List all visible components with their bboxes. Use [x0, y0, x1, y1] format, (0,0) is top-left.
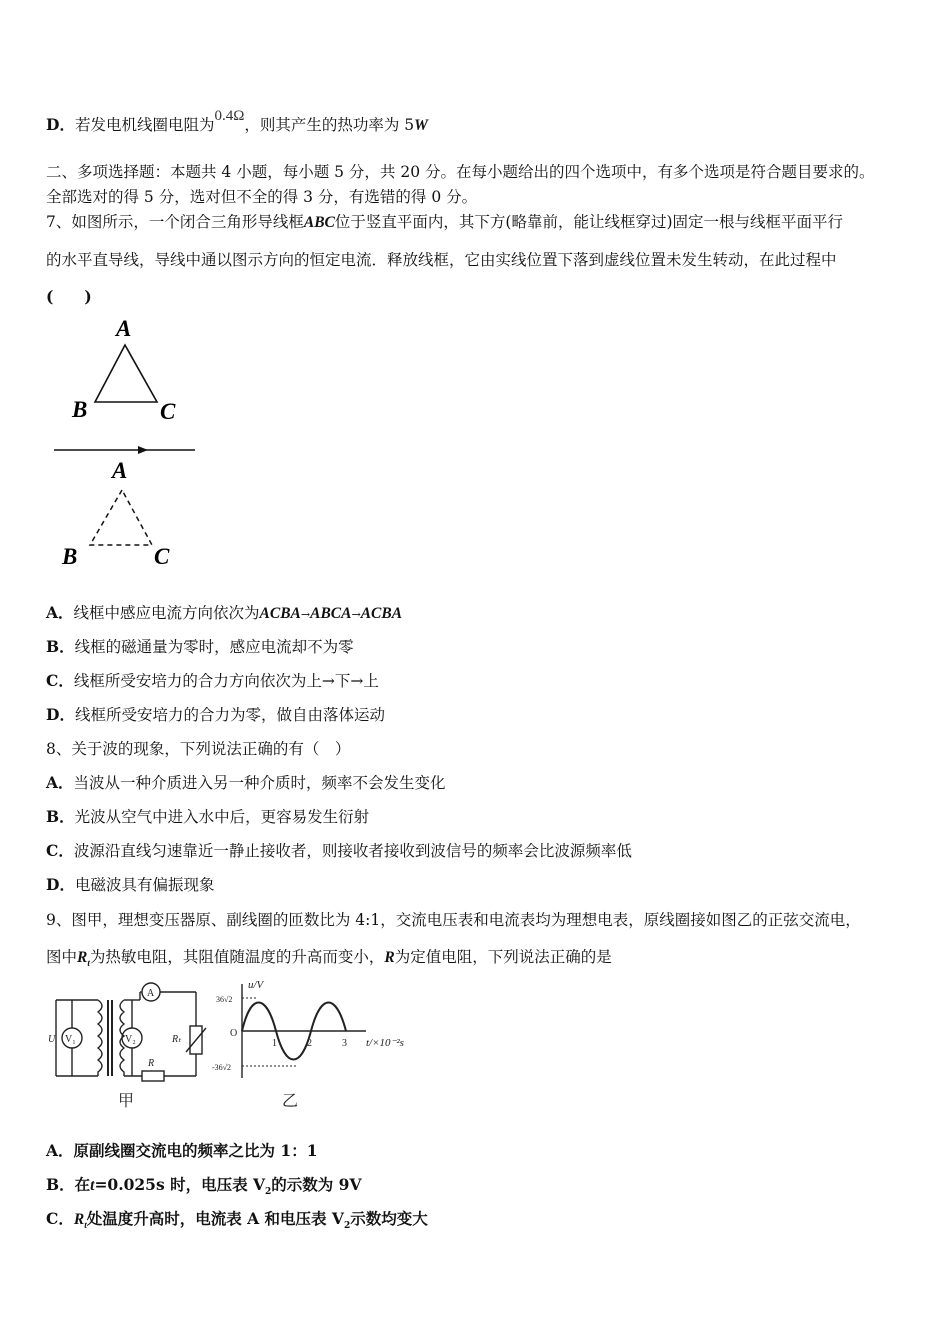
unit-w: W — [414, 117, 428, 134]
q7-option-d — [46, 705, 385, 725]
option-text: 线框中感应电流方向依次为 — [73, 604, 260, 622]
q9-stem-line1: 9、图甲，理想变压器原、副线圈的匝数比为 4:1，交流电压表和电流表均为理想电表，原线圈接如图乙的正弦交流电， — [46, 911, 861, 929]
option-label: B． — [46, 637, 75, 656]
q6-option-d — [46, 108, 428, 136]
y-top-tick: 36√2 — [216, 995, 233, 1004]
solid-triangle — [95, 345, 157, 402]
option-label: C． — [46, 841, 74, 860]
q8-option-a — [46, 773, 446, 793]
q9-option-c — [46, 1209, 428, 1236]
option-text-post: 的示数为 9V — [271, 1175, 362, 1194]
graph-labels — [212, 979, 404, 1110]
option-text-mid: 处温度升高时，电流表 A 和电压表 V — [86, 1209, 344, 1228]
label-top-c: C — [160, 399, 176, 424]
q7-abc: ABC — [303, 214, 335, 231]
seq-3: ACBA — [360, 605, 403, 622]
x-tick-3: 3 — [342, 1038, 347, 1049]
q7-stem-text-b: 位于竖直平面内，其下方(略靠前，能让线框穿过)固定一根与线框平面平行 — [334, 213, 843, 231]
label-r: R — [148, 1058, 155, 1069]
current-arrow — [138, 446, 148, 454]
x-tick-2: 2 — [307, 1038, 312, 1049]
rt-symbol: R — [77, 949, 88, 966]
option-label: B． — [46, 1175, 75, 1194]
q7-option-b — [46, 637, 354, 657]
label-top-b: B — [72, 397, 88, 422]
label-bottom-c: C — [154, 544, 170, 569]
label-yi: 乙 — [282, 1093, 299, 1110]
option-text: 线框的磁通量为零时，感应电流却不为零 — [74, 638, 354, 656]
v2-subscript: 2 — [343, 1221, 351, 1232]
q7-stem-text-a: 7、如图所示，一个闭合三角形导线框 — [46, 213, 304, 231]
option-label: D． — [46, 115, 75, 134]
q7-stem-line1 — [46, 212, 843, 233]
q8-stem: 8、关于波的现象，下列说法正确的有（ ） — [46, 740, 351, 758]
q8-option-b — [46, 807, 369, 827]
label-v2: V₂ — [125, 1034, 136, 1045]
stem-text-b: 为热敏电阻，其阻值随温度的升高而变小， — [89, 948, 385, 966]
option-text: 当波从一种介质进入另一种介质时，频率不会发生变化 — [73, 774, 446, 792]
option-text: 光波从空气中进入水中后，更容易发生衍射 — [74, 808, 370, 826]
circuit-labels — [48, 988, 182, 1110]
stem-text-c: 为定值电阻，下列说法正确的是 — [394, 948, 612, 966]
q7-stem-line3: ( ) — [46, 287, 92, 306]
label-jia: 甲 — [118, 1093, 135, 1110]
option-text: 线框所受安培力的合力方向依次为上→下→上 — [73, 672, 379, 690]
option-text: 电磁波具有偏振现象 — [74, 876, 215, 894]
v2-subscript: 2 — [265, 1187, 272, 1198]
q9-stem-line2 — [46, 947, 612, 973]
y-bottom-tick: -36√2 — [212, 1063, 232, 1072]
section2-line2: 全部选对的得 5 分，选对但不全的得 3 分，有选错的得 0 分。 — [46, 188, 478, 206]
t-symbol: t — [90, 1177, 95, 1194]
label-bottom-b: B — [62, 544, 78, 569]
label-rt: Rₜ — [172, 1034, 182, 1045]
resistance-value: 0.4Ω — [214, 108, 245, 124]
q8-option-d — [46, 875, 214, 895]
r-symbol: R — [384, 949, 395, 966]
graph-yi — [242, 984, 366, 1078]
q9-option-b — [46, 1175, 362, 1202]
label-bottom-a: A — [112, 458, 128, 483]
label-v1: V₁ — [65, 1034, 76, 1045]
seq-1: ACBA — [259, 605, 301, 622]
rt-subscript: t — [87, 958, 90, 969]
option-label: B． — [46, 807, 75, 826]
q8-option-c — [46, 841, 632, 861]
option-text: 原副线圈交流电的频率之比为 1：1 — [73, 1141, 318, 1160]
q7-option-a — [46, 603, 402, 625]
option-label: A． — [46, 1141, 74, 1160]
option-text-post: ，则其产生的热功率为 5 — [244, 116, 415, 134]
option-label: A． — [46, 773, 74, 792]
option-text-mid: =0.025s 时，电压表 V — [94, 1175, 266, 1194]
option-text-pre: 在 — [74, 1175, 91, 1194]
option-label: A． — [46, 603, 74, 622]
option-label: C． — [46, 1209, 74, 1228]
option-label: D． — [46, 705, 75, 724]
rt-subscript: t — [84, 1220, 87, 1231]
label-ammeter: A — [147, 988, 155, 999]
option-text: 线框所受安培力的合力为零，做自由落体运动 — [74, 706, 385, 724]
circuit-jia — [56, 983, 206, 1081]
rt-symbol: R — [73, 1211, 85, 1228]
y-axis-label: u/V — [248, 979, 264, 991]
q7-stem-line2: 的水平直导线，导线中通以图示方向的恒定电流．释放线框，它由实线位置下落到虚线位置未发生转动，在此过程中 — [46, 251, 837, 269]
q7-figure — [50, 310, 210, 580]
seq-2: ABCA — [310, 605, 352, 622]
option-text: 若发电机线圈电阻为 — [74, 116, 215, 134]
label-u: U — [48, 1034, 56, 1045]
dashed-triangle — [90, 490, 152, 545]
origin-label: O — [230, 1028, 238, 1039]
option-label: C． — [46, 671, 74, 690]
option-text: 波源沿直线匀速靠近一静止接收者，则接收者接收到波信号的频率会比波源频率低 — [73, 842, 632, 860]
q9-figure — [46, 978, 456, 1116]
q9-option-a — [46, 1141, 318, 1161]
option-text-post: 示数均变大 — [350, 1209, 428, 1228]
arrow-2: → — [351, 608, 361, 621]
option-label: D． — [46, 875, 75, 894]
arrow-1: → — [300, 608, 311, 621]
stem-text-a: 图中 — [46, 948, 78, 966]
section2-line1: 二、多项选择题：本题共 4 小题，每小题 5 分，共 20 分。在每小题给出的四个选项中，有多个选项是符合题目要求的。 — [46, 163, 875, 181]
x-tick-1: 1 — [272, 1038, 277, 1049]
x-axis-label: t/×10⁻²s — [366, 1037, 404, 1049]
label-top-a: A — [116, 316, 132, 341]
q7-option-c — [46, 671, 379, 691]
